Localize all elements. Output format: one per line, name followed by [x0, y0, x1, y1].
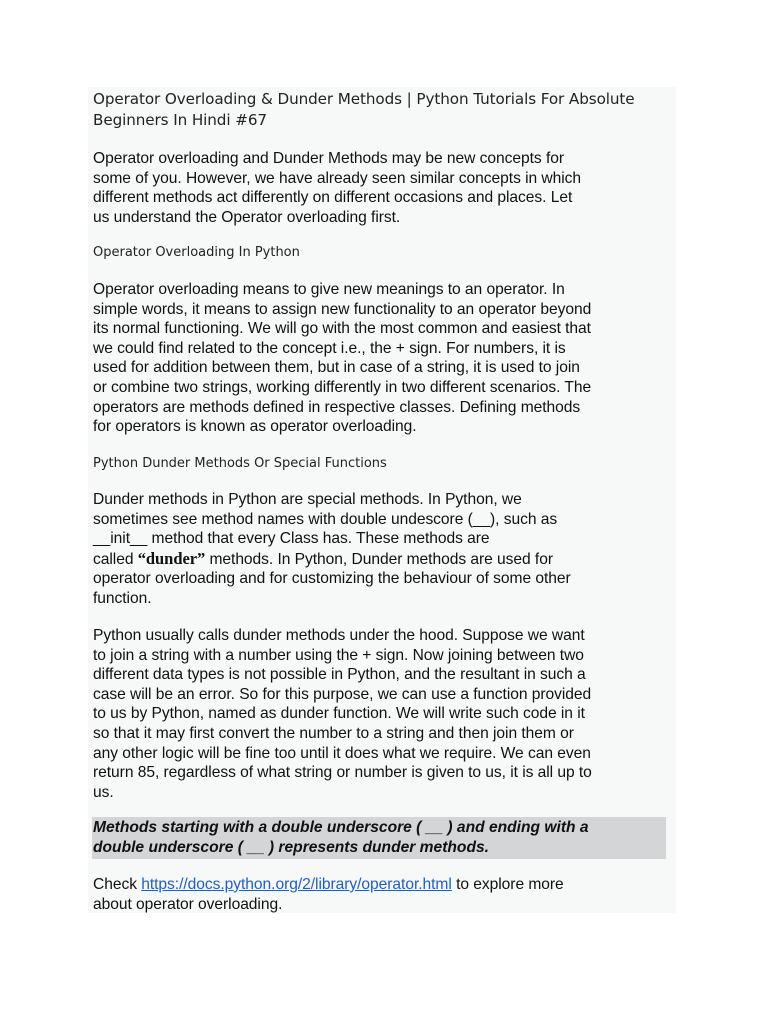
text-segment: Check [93, 876, 142, 893]
text-line: for operators is known as operator overloading. [93, 418, 417, 436]
text-line: Methods starting with a double underscore ( __ ) and ending with a [93, 819, 589, 836]
text-line: some of you. However, we have already seen similar concepts in which [93, 169, 582, 187]
hood-paragraph [93, 626, 678, 802]
text-line: used for addition between them, but in case of a string, it is used to join [93, 359, 580, 377]
text-line: case will be an error. So for this purpose, we can use a function provided [93, 685, 592, 703]
text-line: Python usually calls dunder methods under the hood. Suppose we want [93, 627, 585, 644]
title-line-2: Beginners In Hindi #67 [93, 111, 267, 129]
text-line: us. [93, 783, 114, 801]
text-segment: methods. In Python, Dunder methods are used for [205, 550, 553, 568]
dunder-emphasis: “dunder” [137, 548, 206, 568]
text-line: so that it may first convert the number to a string and then join them or [93, 724, 574, 742]
docs-link[interactable]: https://docs.python.org/2/library/operator.html [141, 876, 452, 893]
text-line: to join a string with a number using the + sign. Now joining between two [93, 646, 584, 664]
text-line: its normal functioning. We will go with the most common and easiest that [93, 320, 591, 338]
text-line: __init__ method that every Class has. These methods are [93, 530, 490, 548]
text-line: simple words, it means to assign new functionality to an operator beyond [93, 300, 592, 318]
text-line: about operator overloading. [93, 895, 283, 913]
document-title [93, 89, 673, 131]
text-line: or combine two strings, working differently in two different scenarios. The [93, 378, 592, 396]
text-segment: to explore more [451, 876, 564, 893]
text-segment: called [93, 550, 138, 568]
text-line: operators are methods defined in respective classes. Defining methods [93, 398, 581, 416]
overloading-paragraph [93, 280, 678, 437]
intro-paragraph [93, 149, 678, 227]
text-line: we could find related to the concept i.e., the + sign. For numbers, it is [93, 339, 566, 357]
text-line: any other logic will be fine too until it does what we require. We can even [93, 744, 591, 762]
text-line: us understand the Operator overloading first. [93, 208, 401, 226]
closing-paragraph [93, 875, 678, 914]
text-line: return 85, regardless of what string or number is given to us, it is all up to [93, 764, 592, 782]
text-line: Operator overloading and Dunder Methods may be new concepts for [93, 150, 564, 167]
highlighted-note [93, 818, 673, 857]
text-line: sometimes see method names with double undescore (__), such as [93, 510, 558, 528]
text-line [93, 875, 678, 895]
text-line: different methods act differently on different occasions and places. Let [93, 189, 573, 207]
text-line: different data types is not possible in Python, and the resultant in such a [93, 666, 586, 684]
text-line: Operator overloading means to give new meanings to an operator. In [93, 281, 565, 298]
text-line: Dunder methods in Python are special methods. In Python, we [93, 491, 522, 508]
heading-dunder-methods: Python Dunder Methods Or Special Functions [93, 456, 387, 471]
text-line: to us by Python, named as dunder function. We will write such code in it [93, 705, 585, 723]
text-line [93, 549, 678, 570]
text-line: double underscore ( __ ) represents dunder methods. [93, 838, 489, 856]
heading-operator-overloading: Operator Overloading In Python [93, 245, 300, 260]
text-line: operator overloading and for customizing the behaviour of some other [93, 570, 571, 588]
title-line-1: Operator Overloading & Dunder Methods | Python Tutorials For Absolute [93, 90, 635, 108]
text-line: function. [93, 589, 152, 607]
dunder-paragraph [93, 490, 678, 609]
